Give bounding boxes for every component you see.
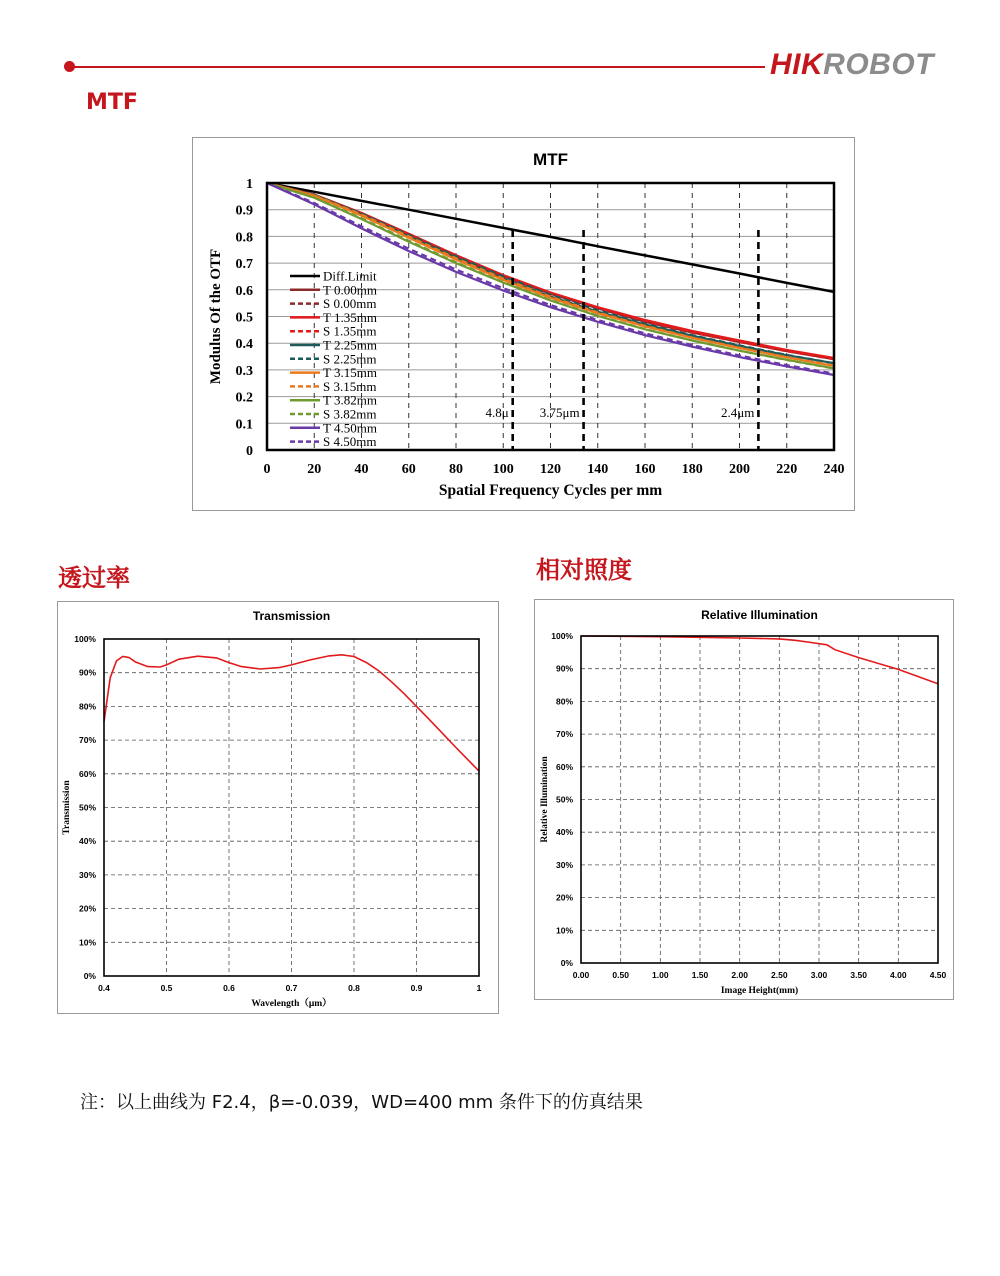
y-axis-title: Transmission: [62, 780, 72, 835]
y-tick-label: 10%: [78, 937, 96, 948]
transmission-section-title: 透过率: [58, 564, 130, 592]
x-tick-label: 140: [587, 462, 609, 477]
x-tick-label: 160: [634, 462, 656, 477]
x-tick-label: 4.50: [929, 970, 947, 980]
y-tick-label: 40%: [555, 827, 573, 838]
mtf-chart-svg: [193, 138, 854, 510]
x-tick-label: 4.00: [890, 970, 907, 980]
y-tick-label: 1: [246, 177, 253, 192]
frequency-marker-label: 4.8μ: [485, 405, 509, 420]
chart-title: MTF: [533, 150, 568, 169]
y-tick-label: 30%: [78, 869, 96, 880]
legend-label: S 4.50mm: [323, 434, 377, 450]
y-tick-label: 20%: [78, 903, 96, 914]
x-tick-label: 220: [776, 462, 798, 477]
x-axis-title: Spatial Frequency Cycles per mm: [438, 482, 663, 499]
y-tick-label: 70%: [78, 735, 96, 746]
x-tick-label: 0.6: [223, 983, 235, 993]
x-tick-label: 0.9: [410, 983, 423, 993]
y-axis-title: Modulus Of the OTF: [208, 248, 224, 385]
footnote: 注：以上曲线为 F2.4，β=-0.039，WD=400 mm 条件下的仿真结果: [80, 1092, 643, 1113]
y-tick-label: 0.5: [235, 310, 253, 326]
y-tick-label: 0.8: [235, 230, 253, 246]
x-axis-title: Wavelength（μm）: [251, 999, 332, 1009]
y-tick-label: 30%: [555, 859, 573, 870]
x-tick-label: 0.4: [98, 983, 110, 993]
y-tick-label: 90%: [78, 667, 96, 678]
y-tick-label: 100%: [551, 631, 573, 641]
x-tick-label: 60: [401, 462, 416, 477]
legend-label: S 3.82mm: [323, 406, 377, 422]
y-tick-label: 10%: [555, 925, 573, 936]
y-tick-label: 20%: [555, 892, 573, 903]
x-tick-label: 200: [729, 462, 750, 477]
y-tick-label: 0%: [83, 971, 96, 981]
transmission-chart-svg: [58, 602, 498, 1013]
y-tick-label: 70%: [555, 729, 573, 740]
y-tick-label: 0.3: [235, 363, 253, 379]
x-tick-label: 180: [681, 462, 703, 477]
y-tick-label: 90%: [555, 663, 573, 674]
y-tick-label: 0.7: [235, 257, 253, 273]
x-axis-title: Image Height(mm): [720, 986, 799, 996]
y-tick-label: 50%: [78, 802, 96, 813]
y-tick-label: 60%: [78, 768, 96, 779]
x-tick-label: 0.5: [160, 983, 173, 993]
x-tick-label: 0.00: [572, 970, 590, 980]
y-tick-label: 50%: [555, 794, 573, 805]
y-tick-label: 60%: [555, 761, 573, 772]
x-tick-label: 20: [307, 462, 322, 477]
x-tick-label: 240: [823, 462, 845, 477]
transmission-chart: [57, 601, 499, 1014]
x-tick-label: 1.00: [652, 970, 669, 980]
x-tick-label: 120: [540, 462, 561, 477]
x-tick-label: 40: [354, 462, 369, 477]
mtf-section-title: MTF: [86, 90, 138, 115]
x-tick-label: 1: [476, 983, 482, 993]
legend-label: T 1.35mm: [323, 309, 377, 325]
x-tick-label: 1.50: [691, 970, 709, 980]
legend-label: S 2.25mm: [323, 351, 377, 367]
mtf-chart: [192, 137, 855, 511]
y-tick-label: 0.4: [235, 337, 253, 353]
y-tick-label: 0: [246, 444, 253, 459]
legend-label: T 0.00mm: [323, 282, 377, 298]
legend-label: S 1.35mm: [323, 323, 377, 339]
y-tick-label: 80%: [78, 701, 96, 712]
frequency-marker-label: 2.4μm: [721, 405, 755, 420]
y-tick-label: 0.2: [235, 390, 253, 406]
x-tick-label: 3.50: [850, 970, 867, 980]
x-tick-label: 80: [449, 462, 463, 477]
x-tick-label: 100: [492, 462, 514, 477]
x-tick-label: 0.8: [348, 983, 360, 993]
legend-label: S 0.00mm: [323, 296, 377, 312]
legend-label: S 3.15mm: [323, 378, 377, 394]
y-tick-label: 0.9: [235, 203, 253, 219]
series-line: [581, 636, 938, 684]
y-tick-label: 0.6: [235, 283, 253, 299]
y-tick-label: 80%: [555, 696, 573, 707]
x-tick-label: 2.00: [731, 970, 748, 980]
y-tick-label: 0.1: [235, 417, 253, 433]
x-tick-label: 0.7: [285, 983, 298, 993]
frequency-marker-label: 3.75μm: [539, 405, 580, 420]
legend-label: T 2.25mm: [323, 337, 377, 353]
y-axis-title: Relative Illumination: [540, 756, 550, 843]
relative-illumination-chart: [534, 599, 954, 1000]
x-tick-label: 3.00: [810, 970, 828, 980]
y-tick-label: 0%: [560, 958, 573, 968]
legend-label: Diff.Limit: [323, 268, 377, 284]
y-tick-label: 100%: [74, 634, 96, 644]
hikrobot-logo: HIKROBOT: [770, 48, 934, 81]
x-tick-label: 0.50: [612, 970, 629, 980]
relative-illumination-chart-svg: [535, 600, 953, 999]
x-tick-label: 0: [263, 462, 271, 477]
legend-label: T 4.50mm: [323, 420, 377, 436]
chart-title: Transmission: [252, 609, 331, 623]
header-rule: [70, 66, 765, 68]
legend-label: T 3.82mm: [323, 392, 377, 408]
x-tick-label: 2.50: [771, 970, 788, 980]
legend-label: T 3.15mm: [323, 365, 377, 381]
relative-illumination-section-title: 相对照度: [536, 556, 632, 584]
y-tick-label: 40%: [78, 836, 96, 847]
chart-title: Relative Illumination: [701, 608, 818, 622]
